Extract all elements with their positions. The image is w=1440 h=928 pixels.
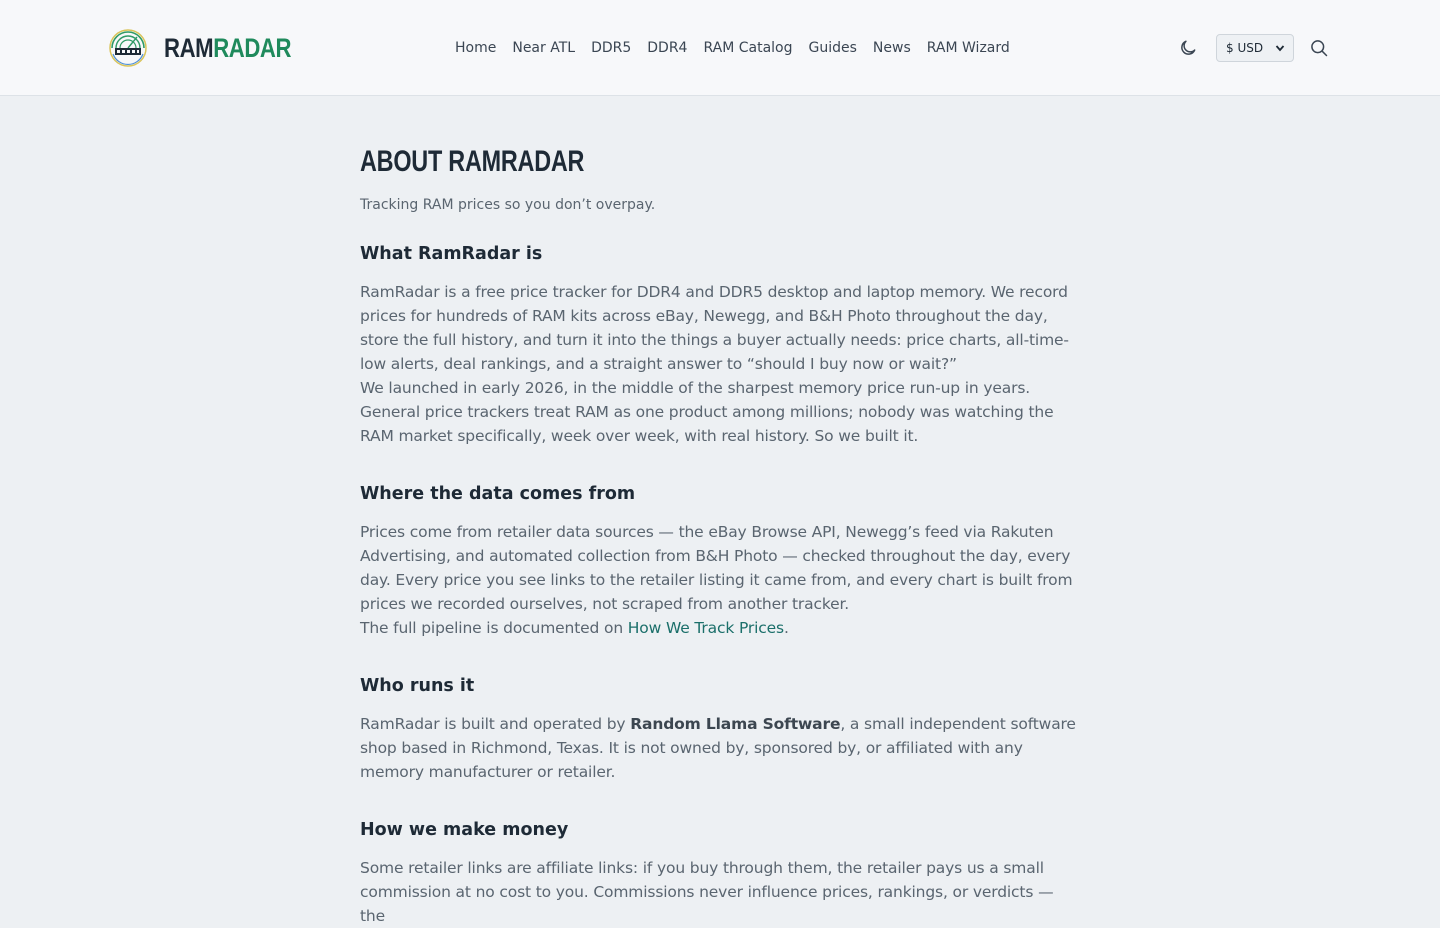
section-heading: What RamRadar is xyxy=(360,244,543,264)
logo-radar: RADAR xyxy=(213,32,292,63)
paragraph xyxy=(360,712,1080,784)
currency-select[interactable] xyxy=(1216,34,1294,62)
nav-news[interactable]: News xyxy=(872,40,911,56)
company-name: Random Llama Software xyxy=(630,715,841,733)
main-nav xyxy=(455,37,1010,59)
paragraph: We launched in early 2026, in the middle of the sharpest memory price run-up in years. General price trackers treat RAM as one product among millions; nobody was watching the RAM market specifically, week over week, with real history. So we built it. xyxy=(360,379,1054,445)
section-heading: How we make money xyxy=(360,820,569,840)
paragraph: RamRadar is a free price tracker for DDR4 and DDR5 desktop and laptop memory. We record prices for hundreds of RAM kits across eBay, Newegg, and B&H Photo throughout the day, store the full history, and turn it into the things a buyer actually needs: price charts, all-time-low alerts, deal rankings, and a straight answer to “should I buy now or wait?” xyxy=(360,283,1069,373)
how-we-track-prices-link[interactable]: How We Track Prices xyxy=(627,619,784,637)
text: The full pipeline is documented on xyxy=(360,619,628,637)
text: RamRadar is built and operated by xyxy=(360,715,631,733)
chevron-down-icon xyxy=(1275,43,1285,53)
section-what xyxy=(360,242,1080,448)
moon-icon[interactable] xyxy=(1178,38,1198,58)
currency-value: $ USD xyxy=(1226,41,1264,55)
logo-ram: RAM xyxy=(164,32,214,63)
main-content xyxy=(360,140,1080,925)
nav-ram-catalog[interactable]: RAM Catalog xyxy=(703,40,793,56)
site-header xyxy=(0,0,1440,96)
nav-guides[interactable]: Guides xyxy=(808,40,857,56)
nav-ram-wizard[interactable]: RAM Wizard xyxy=(926,40,1010,56)
paragraph: Some retailer links are affiliate links: if you buy through them, the retailer pays us a small commission at no cost to you. Commissions never influence prices, rankings, or verdicts — the xyxy=(360,859,1054,925)
search-icon[interactable] xyxy=(1309,38,1329,58)
paragraph: Prices come from retailer data sources — the eBay Browse API, Newegg’s feed via Rakuten Advertising, and automated collection from B&H Photo — checked throughout the day, every day. Every price you see links to the retailer listing it came from, and every chart is built from prices we recorded ourselves, not scraped from another tracker. xyxy=(360,523,1073,613)
paragraph xyxy=(360,616,1080,640)
page-title: ABOUT RAMRADAR xyxy=(360,145,585,178)
section-data xyxy=(360,482,1080,640)
nav-home[interactable]: Home xyxy=(455,40,497,56)
radar-logo-icon xyxy=(108,28,148,68)
nav-ddr4[interactable]: DDR4 xyxy=(647,40,688,56)
text: , a small independent software shop based in Richmond, Texas. It is not owned by, sponsored by, or affiliated with any memory manufacturer or retailer. xyxy=(360,715,1076,781)
section-who xyxy=(360,674,1080,784)
text: . xyxy=(783,619,789,637)
page-tagline: Tracking RAM prices so you don’t overpay. xyxy=(360,197,656,213)
logo-wordmark xyxy=(164,33,291,64)
site-logo[interactable] xyxy=(108,28,319,68)
nav-ddr5[interactable]: DDR5 xyxy=(591,40,632,56)
section-heading: Who runs it xyxy=(360,676,475,696)
section-money xyxy=(360,818,1080,928)
nav-near-atl[interactable]: Near ATL xyxy=(512,40,576,56)
section-heading: Where the data comes from xyxy=(360,484,636,504)
